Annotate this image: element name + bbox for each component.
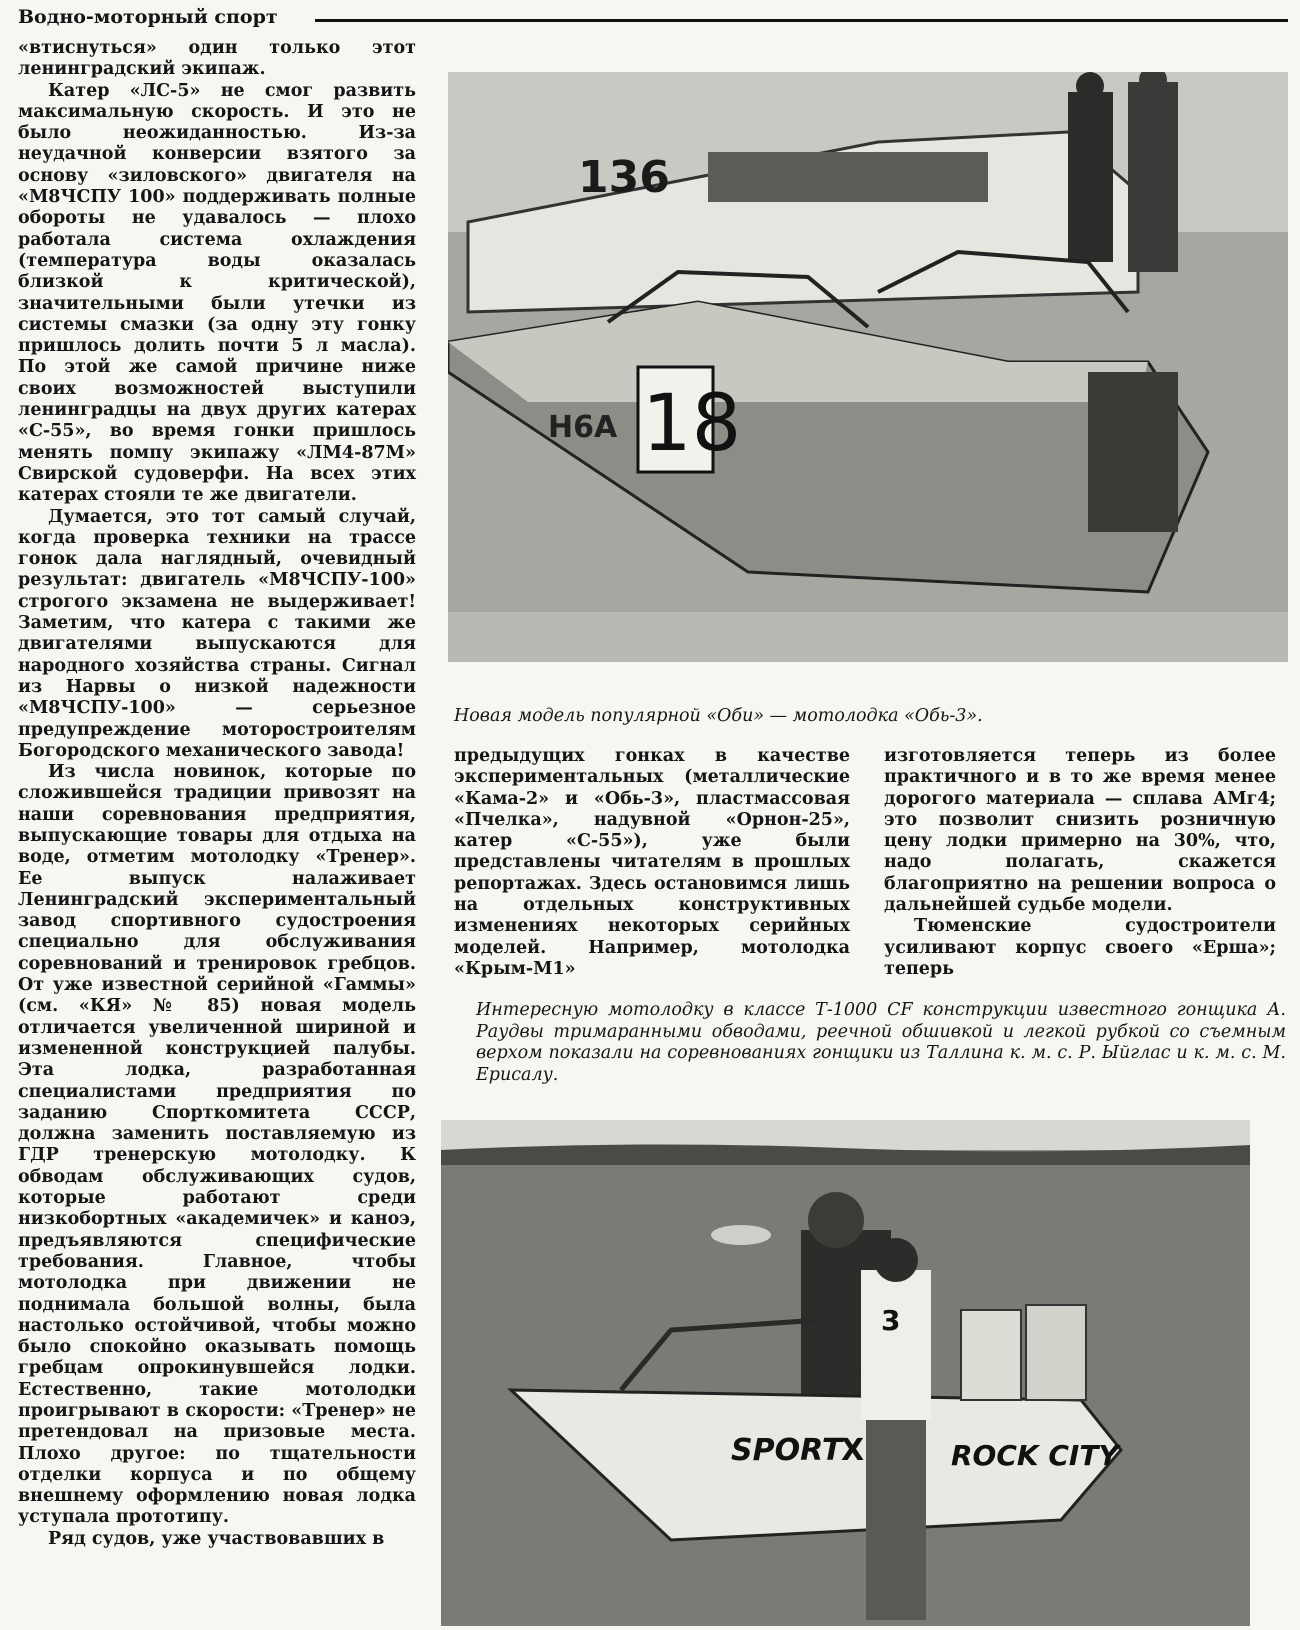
back-boat-number: 136	[578, 152, 670, 203]
front-boat-number: 18	[642, 379, 742, 469]
middle-column	[454, 746, 850, 980]
paragraph: Ряд судов, уже участвовавших в	[48, 1528, 385, 1549]
paragraph: Катер «ЛС-5» не смог развить максимальную скорость. И это не было неожиданностью. Из-за неудачной конверсии взятого за основу «зиловского» двигателя на «М8ЧСПУ 100» поддерживать полные обороты не удавалось — плохо работала система охлаждения (температура воды оказалась близкой к критической), значительными были утечки из системы смазки (за одну эту гонку пришлось долить почти 5 л масла). По этой же самой причине ниже своих возможностей выступили ленинградцы на двух других катерах «С-55», во время гонки пришлось менять помпу экипажу «ЛМ4-87М» Свирской судоверфи. На всех этих катерах стояли те же двигатели.	[18, 80, 416, 506]
photo-ob3-boats	[448, 72, 1288, 662]
section-title: Водно-моторный спорт	[18, 6, 278, 28]
right-column	[884, 746, 1276, 980]
paragraph: Из числа новинок, которые по сложившейся традиции привозят на наши соревнования предприятия, выпускающие товары для отдыха на воде, отметим мотолодку «Тренер». Ее выпуск налаживает Ленинградский экспериментальный завод спортивного судостроения специально для обслуживания соревнований и тренировок гребцов. От уже известной серийной «Гаммы» (см. «КЯ» № 85) новая модель отличается увеличенной шириной и измененной конструкцией палубы. Эта лодка, разработанная специалистами предприятия по заданию Спорткомитета СССР, должна заменить поставляемую из ГДР тренерскую мотолодку. К обводам обслуживающих судов, которые работают среди низкобортных «академичек» и каноэ, предъявляются специфические требования. Главное, чтобы мотолодка при движении не поднимала большой волны, была настолько остойчивой, чтобы можно было спокойно оказывать помощь гребцам опрокинувшейся лодки. Естественно, такие мотолодки проигрывают в скорости: «Тренер» не претендовал на призовые места. Плохо другое: по тщательности отделки корпуса и по общему внешнему оформлению новая лодка уступала прототипу.	[18, 762, 416, 1528]
hull-text-sport: SPORT	[731, 1433, 843, 1468]
paragraph: изготовляется теперь из более практичного и в то же время менее дорогого материала — сплава АМг4; это позволит снизить розничную цену лодки примерно на 30%, что, надо полагать, скажется благоприятно на решении вопроса о дальнейшей судьбе модели.	[884, 746, 1276, 916]
paragraph: Тюменские судостроители усиливают корпус своего «Ерша»; теперь	[884, 916, 1276, 979]
photo2-caption: Интересную мотолодку в классе Т-1000 CF конструкции известного гонщика А. Раудвы тримаранными обводами, реечной обшивкой и легкой рубкой со съемным верхом показали на соревнованиях гонщики из Таллина к. м. с. Р. Ыйглас и к. м. с. М. Ерисалу.	[476, 1000, 1286, 1085]
header-rule	[315, 19, 1288, 22]
paragraph: Думается, это тот самый случай, когда проверка техники на трассе гонок дала наглядный, очевидный результат: двигатель «М8ЧСПУ-100» строгого экзамена не выдерживает! Заметим, что катера с такими же двигателями выпускаются для народного хозяйства страны. Сигнал из Нарвы о низкой надежности «М8ЧСПУ-100» — серьезное предупреждение моторостроителям Богородского механического завода!	[18, 506, 416, 761]
boat-registration: Н6А	[548, 410, 618, 445]
page-header	[18, 4, 1288, 36]
paragraph: предыдущих гонках в качестве экспериментальных (металлические «Кама-2» и «Обь-3», пластмассовая «Пчелка», надувной «Орнон-25», катер «С-55»), уже были представлены читателям в прошлых репортажах. Здесь остановимся лишь на отдельных конструктивных изменениях некоторых серийных моделей. Например, мотолодка «Крым-М1»	[454, 746, 850, 979]
left-column	[18, 38, 416, 1550]
hull-text-mid: Х	[841, 1433, 865, 1468]
photo1-caption: Новая модель популярной «Оби» — мотолодка «Обь-3».	[454, 706, 983, 726]
hull-text-rock-city: ROCK CITY	[951, 1439, 1119, 1472]
photo-trimaran-boat	[441, 1120, 1250, 1626]
paragraph: «втиснуться» один только этот ленинградский экипаж.	[18, 38, 416, 80]
bib-number: 3	[881, 1304, 901, 1337]
